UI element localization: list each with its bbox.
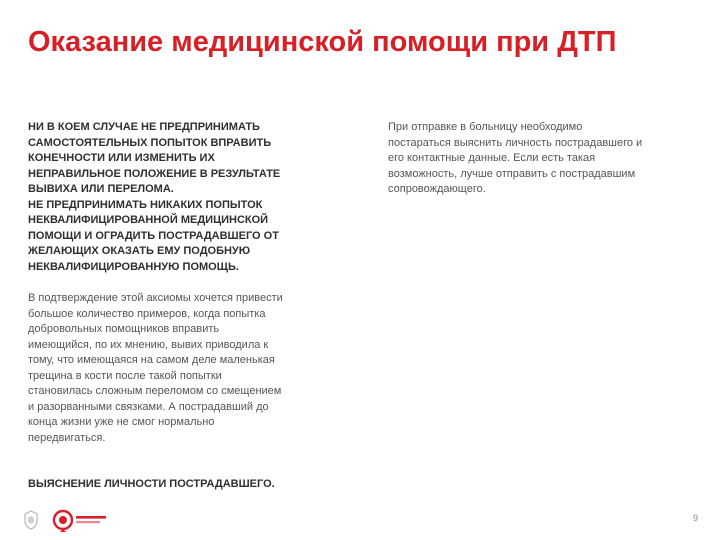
section-heading: ВЫЯСНЕНИЕ ЛИЧНОСТИ ПОСТРАДАВШЕГО. (28, 478, 275, 490)
paragraph-line: трещина в кости после такой попытки (28, 369, 222, 382)
example-paragraph (28, 291, 333, 446)
emblem-icon (20, 509, 42, 531)
paragraph-line: передвигаться. (28, 431, 106, 444)
paragraph-line: имеющийся, по их мнению, вывих приводила к (28, 338, 269, 351)
warning-line: НИ В КОЕМ СЛУЧАЕ НЕ ПРЕДПРИНИМАТЬ (28, 121, 260, 133)
paragraph-line: возможность, лучше отправить с пострадавшим (388, 167, 636, 180)
paragraph-line: и разорванными связками. А пострадавший до (28, 400, 269, 413)
warning-line: САМОСТОЯТЕЛЬНЫХ ПОПЫТОК ВПРАВИТЬ (28, 136, 272, 149)
page-number: 9 (692, 513, 698, 523)
warning-line: НЕКВАЛИФИЦИРОВАННУЮ ПОМОЩЬ. (28, 260, 239, 273)
paragraph-line: его контактные данные. Если есть такая (388, 152, 596, 164)
warning-line: КОНЕЧНОСТИ ИЛИ ИЗМЕНИТЬ ИХ (28, 152, 215, 164)
paragraph-line: становилась сложным переломом со смещением (28, 385, 282, 397)
paragraph-line: большое количество примеров, когда попытка (28, 307, 266, 320)
warning-line: НЕКВАЛИФИЦИРОВАННОЙ МЕДИЦИНСКОЙ (28, 214, 269, 226)
paragraph-line: сопровождающего. (388, 183, 486, 195)
warning-line: НЕПРАВИЛЬНОЕ ПОЛОЖЕНИЕ В РЕЗУЛЬТАТЕ (28, 167, 281, 180)
page-title: Оказание медицинской помощи при ДТП (28, 26, 617, 58)
paragraph-line: добровольных помощников вправить (28, 323, 220, 335)
warning-line: НЕ ПРЕДПРИНИМАТЬ НИКАКИХ ПОПЫТОК (28, 198, 263, 211)
paragraph-line: При отправке в больницу необходимо (388, 121, 583, 133)
warning-line: ПОМОЩИ И ОГРАДИТЬ ПОСТРАДАВШЕГО ОТ (28, 229, 279, 242)
warning-line: ВЫВИХА ИЛИ ПЕРЕЛОМА. (28, 183, 174, 195)
paragraph-line: В подтверждение этой аксиомы хочется привести (28, 292, 283, 304)
paragraph-line: постараться выяснить личность пострадавшего и (388, 136, 643, 149)
warning-text (28, 120, 343, 275)
paragraph-line: конца жизни уже не смог нормально (28, 416, 215, 428)
warning-line: ЖЕЛАЮЩИХ ОКАЗАТЬ ЕМУ ПОДОБНУЮ (28, 245, 251, 257)
left-column (28, 120, 343, 275)
right-column (388, 120, 698, 198)
paragraph-line: тому, что имеющаяся на самом деле маленькая (28, 354, 275, 366)
red-circle-logo-icon (52, 508, 112, 532)
